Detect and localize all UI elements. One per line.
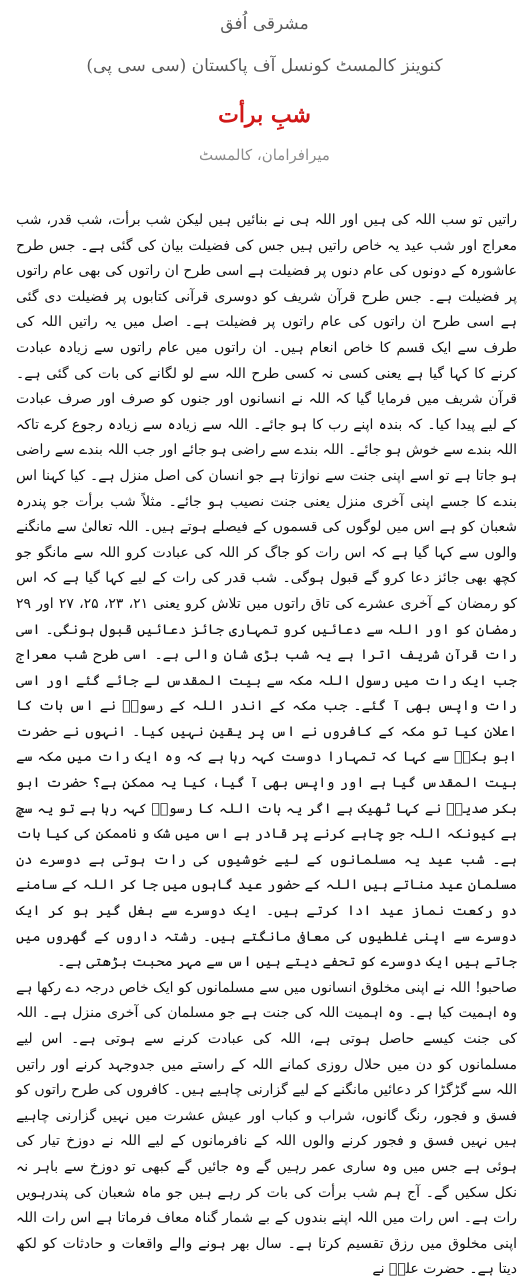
paragraph: راتیں تو سب اللہ کی ہیں اور اللہ ہی نے بنائیں ہیں لیکن شب برأت، شب قدر، شب معراج اور شب عید یہ خاص راتیں ہیں جس کی فضیلت بیان کی گئی ہے۔ جس طرح عاشورہ کے دونوں کی عام دنوں پر فضیلت ہے اسی طرح ان راتوں کی بھی عام راتوں پر فضیلت ہے۔ جس طرح قرآن شریف کو دوسری قرآنی کتابوں پر فضیلت دی گئی ہے اسی طرح ان راتوں کی عام راتوں پر فضیلت ہے۔ اصل میں یہ راتیں اللہ کی طرف سے ایک قسم کا خاص انعام ہیں۔ ان راتوں میں عام راتوں سے زیادہ عبادت کرنے کا کہا گیا ہے یعنی کسی نہ کسی طرح اللہ سے لو لگانے کی بات کی گئی ہے۔ قرآن شریف میں فرمایا گیا کہ اللہ نے انسانوں اور جنوں کو صرف اور صرف عبادت کے لیے پیدا کیا۔ کہ بندہ اپنے رب کا ہو جائے۔ اللہ سے زیادہ سے زیادہ رجوع کرے تاکہ اللہ بندے سے خوش ہو جائے۔ اللہ بندے سے راضی ہو جائے اور جب اللہ بندے سے راضی ہو جاتا ہے تو اسے اپنی جنت سے نوازتا ہے جو انسان کی اصل منزل ہے۔ کیا کہنا اس بندے کا جسے اپنی آخری منزل یعنی جنت نصیب ہو جائے۔ مثلاً شب برأت جو پندرہ شعبان کو ہے اس میں لوگوں کی قسموں کے فیصلے ہوتے ہیں۔ اللہ تعالیٰ سے مانگنے والوں سے کہا گیا ہے کہ اس رات کو جاگ کر اللہ کی عبادت کرو اللہ سے مانگو جو کچھ بھی جائز دعا کرو گے قبول ہوگی۔ شب قدر کی رات کے لیے کہا گیا ہے کہ اس کو رمضان کے آخری عشرے کی تاق راتوں میں تلاش کرو یعنی ۲۱، ۲۳، ۲۵، ۲۷ اور ۲۹ رمضان کو اور اللہ سے دعائیں کرو تمہاری جائز دعائیں قبول ہونگی۔ اسی رات قرآن شریف اترا ہے یہ شب بڑی شان والی ہے۔ اسی طرح شب معراج جب ایک رات میں رسول اللہ مکہ سے بیت المقدس لے جائے گئے اور اسی رات واپس بھی آ گئے۔ جب مکہ کے اندر اللہ کے رسولؐ نے اس بات کا اعلان کیا تو مکہ کے کافروں نے اس پر یقین نہیں کیا۔ انہوں نے حضرت ابو بکرؓ سے کہا کہ تمہارا دوست کہہ رہا ہے کہ وہ ایک رات میں مکہ سے بیت المقدس گیا ہے اور واپس بھی آ گیا، کیا یہ ممکن ہے؟ حضرت ابو بکر صدیقؓ نے کہا ٹھیک ہے اگر یہ بات اللہ کا رسولؐ کہہ رہا ہے تو یہ سچ ہے کیونکہ اللہ جو چاہے کرنے پر قادر ہے اس میں شک و ناممکن کی کیا بات ہے۔ شب عید یہ مسلمانوں کے لیے خوشیوں کی رات ہوتی ہے دوسرے دن مسلمان عید مناتے ہیں اللہ کے حضور عید گاہوں میں جا کر اللہ کے سامنے دو رکعت نماز عید ادا کرتے ہیں۔ ایک دوسرے سے بغل گیر ہو کر ایک دوسرے سے اپنی غلطیوں کی معافی مانگتے ہیں۔ رشتہ داروں کے گھروں میں جاتے ہیں ایک دوسرے کو تحفے دیتے ہیں اس سے مہر محبت بڑھتی ہے۔ [16, 212, 518, 971]
organization-name: کنوینز کالمسٹ کونسل آف پاکستان (سی سی پی) [86, 56, 443, 76]
paragraph: صاحبو! اللہ نے اپنی مخلوق انسانوں میں سے مسلمانوں کو ایک خاص درجہ دے رکھا ہے وہ اہمیت کیا ہے۔ وہ اہمیت اللہ کی جنت ہے جو مسلمان کی آخری منزل ہے۔ اللہ کی جنت کیسے حاصل ہوتی ہے، اللہ کی عبادت کرنے سے ہوتی ہے۔ اس لیے مسلمانوں کو دن میں حلال روزی کمانے اللہ کے راستے میں جدوجہد کرنے اور راتیں اللہ سے گڑگڑا کر دعائیں مانگنے کے لیے گزارنی چاہیے ہیں۔ کافروں کی طرح راتوں کو فسق و فجور، رنگ گانوں، شراب و کباب اور عیش عشرت میں نہیں گزارنی چاہیے ہیں نہیں فسق و فجور کرنے والوں اللہ کے نافرمانوں کے لیے اللہ نے دوزخ تیار کی ہوئی ہے جس میں وہ ساری عمر رہیں گے وہ جائیں گے کبھی تو دوزخ سے باہر نہ نکل سکیں گے۔ آج ہم شب برأت کی بات کر رہے ہیں جو ماہ شعبان کی پندرہویں رات ہے۔ اس رات میں اللہ اپنے بندوں کے بے شمار گناہ معاف فرماتا ہے اس رات اللہ اپنی مخلوق میں رزق تقسیم کرتا ہے۔ سال بھر ہونے والے واقعات و حادثات کو لکھ دیتا ہے۔ حضرت علیؓ نے [16, 979, 517, 1278]
article-body [16, 208, 517, 1283]
article-header [0, 0, 529, 166]
article-title: شبِ برأت [218, 102, 311, 128]
author-byline: میرافرامان، کالمسٹ [199, 146, 330, 164]
section-title: مشرقی اُفق [220, 14, 309, 34]
